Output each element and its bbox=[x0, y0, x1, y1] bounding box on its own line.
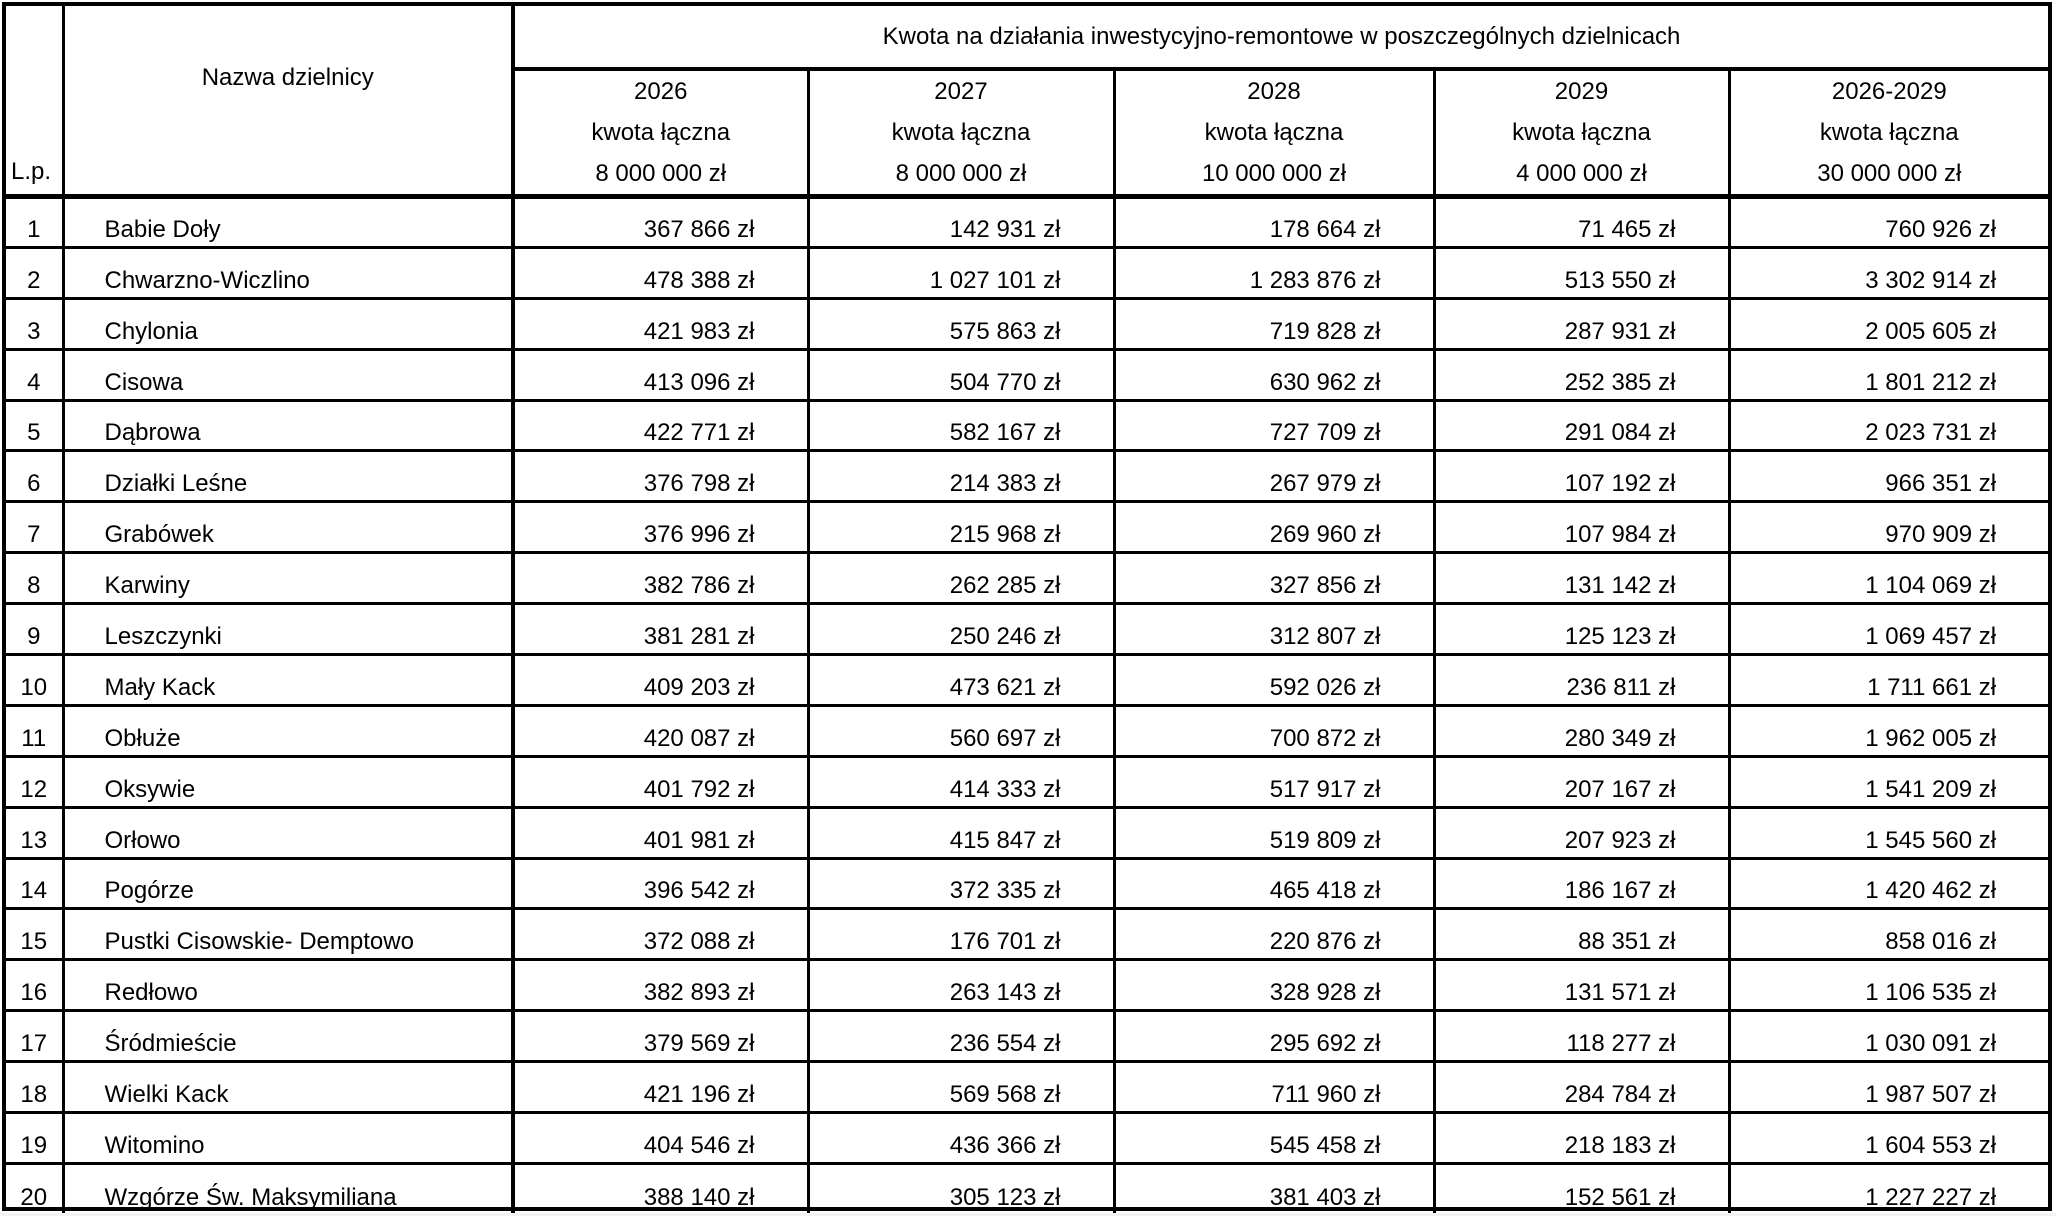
amount-2027: 473 621 zł bbox=[808, 655, 1114, 706]
amount-2026: 409 203 zł bbox=[513, 655, 808, 706]
amount-2027: 372 335 zł bbox=[808, 858, 1114, 909]
district-name: Dąbrowa bbox=[63, 400, 513, 451]
amount-total-2026-2029: 1 711 661 zł bbox=[1729, 655, 2048, 706]
amount-2027: 142 931 zł bbox=[808, 197, 1114, 248]
amount-2028: 727 709 zł bbox=[1114, 400, 1434, 451]
header-caption: kwota łączna bbox=[591, 119, 731, 146]
amount-2028: 178 664 zł bbox=[1114, 197, 1434, 248]
amount-2027: 415 847 zł bbox=[808, 807, 1114, 858]
amount-2026: 388 140 zł bbox=[513, 1163, 808, 1214]
amount-2026: 367 866 zł bbox=[513, 197, 808, 248]
amount-2027: 236 554 zł bbox=[808, 1011, 1114, 1062]
amount-total-2026-2029: 1 545 560 zł bbox=[1729, 807, 2048, 858]
amount-2028: 700 872 zł bbox=[1114, 705, 1434, 756]
row-number: 13 bbox=[6, 807, 63, 858]
amount-2027: 214 383 zł bbox=[808, 451, 1114, 502]
amount-2029: 207 167 zł bbox=[1434, 756, 1729, 807]
table-row bbox=[6, 604, 2048, 655]
header-year: 2028 bbox=[1247, 78, 1301, 105]
amount-total-2026-2029: 1 420 462 zł bbox=[1729, 858, 2048, 909]
row-number: 8 bbox=[6, 553, 63, 604]
amount-2026: 396 542 zł bbox=[513, 858, 808, 909]
amount-total-2026-2029: 1 541 209 zł bbox=[1729, 756, 2048, 807]
table-row bbox=[6, 705, 2048, 756]
district-name: Obłuże bbox=[63, 705, 513, 756]
amount-2026: 421 983 zł bbox=[513, 298, 808, 349]
table-row bbox=[6, 1113, 2048, 1164]
district-name: Leszczynki bbox=[63, 604, 513, 655]
amount-2029: 152 561 zł bbox=[1434, 1163, 1729, 1214]
amount-2029: 280 349 zł bbox=[1434, 705, 1729, 756]
table-row bbox=[6, 349, 2048, 400]
row-number: 9 bbox=[6, 604, 63, 655]
header-total: 8 000 000 zł bbox=[895, 160, 1027, 187]
row-number: 3 bbox=[6, 298, 63, 349]
table-header bbox=[6, 6, 2048, 197]
row-number: 20 bbox=[6, 1163, 63, 1214]
table-row bbox=[6, 1163, 2048, 1214]
header-total: 10 000 000 zł bbox=[1201, 160, 1347, 187]
table-row bbox=[6, 1011, 2048, 1062]
district-name: Mały Kack bbox=[63, 655, 513, 706]
amount-2027: 582 167 zł bbox=[808, 400, 1114, 451]
table-row bbox=[6, 502, 2048, 553]
amount-2028: 711 960 zł bbox=[1114, 1062, 1434, 1113]
table-row bbox=[6, 909, 2048, 960]
district-name: Witomino bbox=[63, 1113, 513, 1164]
amount-2027: 176 701 zł bbox=[808, 909, 1114, 960]
amount-2027: 414 333 zł bbox=[808, 756, 1114, 807]
amount-2027: 215 968 zł bbox=[808, 502, 1114, 553]
district-budget-table bbox=[6, 6, 2048, 1214]
table-row bbox=[6, 247, 2048, 298]
district-budget-table-container bbox=[2, 2, 2052, 1211]
row-number: 16 bbox=[6, 960, 63, 1011]
amount-2026: 401 981 zł bbox=[513, 807, 808, 858]
district-name: Pogórze bbox=[63, 858, 513, 909]
table-row bbox=[6, 756, 2048, 807]
header-group-title: Kwota na działania inwestycyjno-remontowe w poszczególnych dzielnicach bbox=[513, 6, 2048, 69]
amount-2028: 465 418 zł bbox=[1114, 858, 1434, 909]
amount-total-2026-2029: 1 104 069 zł bbox=[1729, 553, 2048, 604]
amount-total-2026-2029: 1 227 227 zł bbox=[1865, 1184, 1997, 1212]
amount-total-2026-2029: 3 302 914 zł bbox=[1729, 247, 2048, 298]
header-year: 2026-2029 bbox=[1831, 78, 1947, 105]
amount-2027: 569 568 zł bbox=[808, 1062, 1114, 1113]
amount-2029: 252 385 zł bbox=[1434, 349, 1729, 400]
amount-2026: 376 996 zł bbox=[513, 502, 808, 553]
row-number: 1 bbox=[6, 197, 63, 248]
district-name: Wielki Kack bbox=[63, 1062, 513, 1113]
table-row bbox=[6, 197, 2048, 248]
district-name: Cisowa bbox=[63, 349, 513, 400]
amount-2027: 575 863 zł bbox=[808, 298, 1114, 349]
header-row-title bbox=[6, 6, 2048, 69]
header-col-2026-2029 bbox=[1729, 69, 2048, 197]
amount-total-2026-2029: 760 926 zł bbox=[1729, 197, 2048, 248]
amount-2029: 207 923 zł bbox=[1434, 807, 1729, 858]
amount-total-2026-2029: 966 351 zł bbox=[1729, 451, 2048, 502]
amount-total-2026-2029: 1 962 005 zł bbox=[1729, 705, 2048, 756]
row-number: 19 bbox=[6, 1113, 63, 1164]
table-body bbox=[6, 197, 2048, 1215]
amount-2028: 719 828 zł bbox=[1114, 298, 1434, 349]
amount-2026: 382 893 zł bbox=[513, 960, 808, 1011]
row-number: 15 bbox=[6, 909, 63, 960]
amount-2027: 250 246 zł bbox=[808, 604, 1114, 655]
amount-2026: 382 786 zł bbox=[513, 553, 808, 604]
amount-total-2026-2029: 1 069 457 zł bbox=[1729, 604, 2048, 655]
table-row bbox=[6, 807, 2048, 858]
amount-2027: 436 366 zł bbox=[808, 1113, 1114, 1164]
amount-2029: 236 811 zł bbox=[1434, 655, 1729, 706]
amount-2029: 513 550 zł bbox=[1434, 247, 1729, 298]
table-row bbox=[6, 1062, 2048, 1113]
amount-2028: 517 917 zł bbox=[1114, 756, 1434, 807]
amount-total-2026-2029: 1 801 212 zł bbox=[1729, 349, 2048, 400]
row-number: 5 bbox=[6, 400, 63, 451]
header-lp: L.p. bbox=[6, 6, 63, 197]
district-name: Chwarzno-Wiczlino bbox=[63, 247, 513, 298]
district-name: Oksywie bbox=[63, 756, 513, 807]
amount-2027: 263 143 zł bbox=[808, 960, 1114, 1011]
row-number: 14 bbox=[6, 858, 63, 909]
table-row bbox=[6, 400, 2048, 451]
amount-2027: 305 123 zł bbox=[808, 1163, 1114, 1214]
amount-2029: 218 183 zł bbox=[1434, 1113, 1729, 1164]
amount-total-2026-2029: 2 005 605 zł bbox=[1729, 298, 2048, 349]
amount-total-2026-2029: 1 106 535 zł bbox=[1729, 960, 2048, 1011]
header-total: 30 000 000 zł bbox=[1817, 160, 1962, 187]
district-name: Śródmieście bbox=[63, 1011, 513, 1062]
row-number: 12 bbox=[6, 756, 63, 807]
table-row bbox=[6, 960, 2048, 1011]
row-number: 6 bbox=[6, 451, 63, 502]
amount-2026: 420 087 zł bbox=[513, 705, 808, 756]
amount-2028: 381 403 zł bbox=[1114, 1163, 1434, 1214]
amount-2028: 328 928 zł bbox=[1114, 960, 1434, 1011]
amount-2026: 404 546 zł bbox=[513, 1113, 808, 1164]
amount-2028: 269 960 zł bbox=[1114, 502, 1434, 553]
header-caption: kwota łączna bbox=[1512, 119, 1651, 146]
amount-2028: 295 692 zł bbox=[1114, 1011, 1434, 1062]
header-caption: kwota łączna bbox=[891, 119, 1031, 146]
row-number: 10 bbox=[6, 655, 63, 706]
header-total: 8 000 000 zł bbox=[595, 160, 727, 187]
district-name: Działki Leśne bbox=[63, 451, 513, 502]
amount-2026: 379 569 zł bbox=[513, 1011, 808, 1062]
amount-2028: 327 856 zł bbox=[1114, 553, 1434, 604]
amount-2027: 262 285 zł bbox=[808, 553, 1114, 604]
amount-2029: 131 142 zł bbox=[1434, 553, 1729, 604]
amount-2029: 287 931 zł bbox=[1434, 298, 1729, 349]
table-row bbox=[6, 451, 2048, 502]
amount-total-2026-2029: 1 604 553 zł bbox=[1729, 1113, 2048, 1164]
amount-2028: 630 962 zł bbox=[1114, 349, 1434, 400]
district-name: Redłowo bbox=[63, 960, 513, 1011]
amount-2028: 220 876 zł bbox=[1114, 909, 1434, 960]
amount-total-2026-2029: 1 987 507 zł bbox=[1729, 1062, 2048, 1113]
header-caption: kwota łączna bbox=[1819, 119, 1959, 146]
header-year: 2029 bbox=[1554, 78, 1609, 105]
amount-2028: 267 979 zł bbox=[1114, 451, 1434, 502]
district-name: Pustki Cisowskie- Demptowo bbox=[63, 909, 513, 960]
row-number: 7 bbox=[6, 502, 63, 553]
district-name: Wzgórze Św. Maksymiliana bbox=[63, 1163, 513, 1214]
amount-2029: 131 571 zł bbox=[1434, 960, 1729, 1011]
amount-2028: 545 458 zł bbox=[1114, 1113, 1434, 1164]
table-row bbox=[6, 298, 2048, 349]
header-total: 4 000 000 zł bbox=[1516, 160, 1647, 187]
header-caption: kwota łączna bbox=[1204, 119, 1344, 146]
table-row bbox=[6, 553, 2048, 604]
amount-2029: 186 167 zł bbox=[1434, 858, 1729, 909]
amount-2028: 592 026 zł bbox=[1114, 655, 1434, 706]
amount-2029: 125 123 zł bbox=[1434, 604, 1729, 655]
amount-2029: 118 277 zł bbox=[1434, 1011, 1729, 1062]
amount-2026: 413 096 zł bbox=[513, 349, 808, 400]
amount-2027: 1 027 101 zł bbox=[808, 247, 1114, 298]
district-name: Babie Doły bbox=[63, 197, 513, 248]
header-year: 2027 bbox=[934, 78, 988, 105]
amount-2026: 372 088 zł bbox=[513, 909, 808, 960]
amount-2029: 71 465 zł bbox=[1434, 197, 1729, 248]
row-number: 17 bbox=[6, 1011, 63, 1062]
amount-total-2026-2029: 1 030 091 zł bbox=[1729, 1011, 2048, 1062]
amount-2028: 519 809 zł bbox=[1114, 807, 1434, 858]
amount-2029: 88 351 zł bbox=[1434, 909, 1729, 960]
district-name: Chylonia bbox=[63, 298, 513, 349]
header-col-2028 bbox=[1114, 69, 1434, 197]
amount-2028: 1 283 876 zł bbox=[1114, 247, 1434, 298]
amount-2026: 381 281 zł bbox=[513, 604, 808, 655]
district-name: Karwiny bbox=[63, 553, 513, 604]
header-district-name: Nazwa dzielnicy bbox=[63, 6, 513, 197]
table-row bbox=[6, 858, 2048, 909]
amount-2029: 107 984 zł bbox=[1434, 502, 1729, 553]
amount-2026: 478 388 zł bbox=[513, 247, 808, 298]
amount-2026: 376 798 zł bbox=[513, 451, 808, 502]
row-number: 11 bbox=[6, 705, 63, 756]
amount-2029: 107 192 zł bbox=[1434, 451, 1729, 502]
amount-2027: 504 770 zł bbox=[808, 349, 1114, 400]
row-number: 2 bbox=[6, 247, 63, 298]
amount-2029: 291 084 zł bbox=[1434, 400, 1729, 451]
header-year: 2026 bbox=[634, 78, 688, 105]
header-col-2029 bbox=[1434, 69, 1729, 197]
amount-2026: 401 792 zł bbox=[513, 756, 808, 807]
header-col-2027 bbox=[808, 69, 1114, 197]
amount-total-2026-2029: 858 016 zł bbox=[1729, 909, 2048, 960]
amount-total-2026-2029: 2 023 731 zł bbox=[1729, 400, 2048, 451]
amount-total-2026-2029: 970 909 zł bbox=[1729, 502, 2048, 553]
amount-2026: 421 196 zł bbox=[513, 1062, 808, 1113]
amount-2029: 284 784 zł bbox=[1434, 1062, 1729, 1113]
amount-2028: 312 807 zł bbox=[1114, 604, 1434, 655]
amount-2026: 422 771 zł bbox=[513, 400, 808, 451]
header-col-2026 bbox=[513, 69, 808, 197]
amount-2027: 560 697 zł bbox=[808, 705, 1114, 756]
row-number: 18 bbox=[6, 1062, 63, 1113]
row-number: 4 bbox=[6, 349, 63, 400]
district-name: Grabówek bbox=[63, 502, 513, 553]
table-row bbox=[6, 655, 2048, 706]
district-name: Orłowo bbox=[63, 807, 513, 858]
